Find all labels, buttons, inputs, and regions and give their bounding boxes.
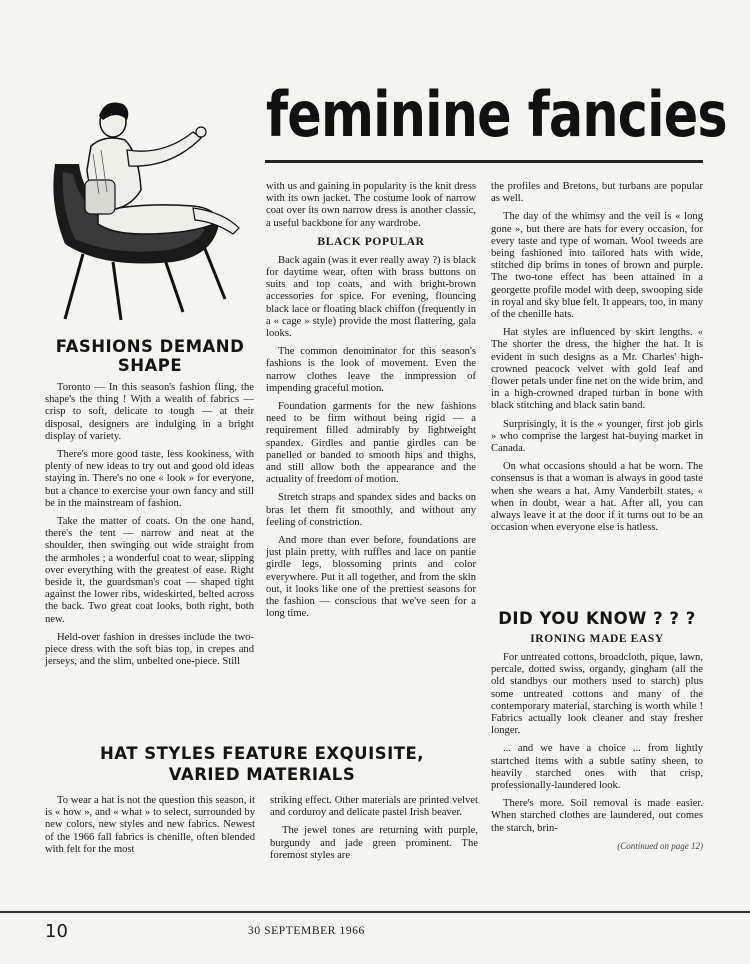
hats-paragraph: striking effect. Other materials are printed velvet and corduroy and delicate pastel Irish beaver.: [270, 795, 478, 819]
right-paragraph: The day of the whimsy and the veil is « long gone », but there are hats for every occasion, for every taste and type of woman. Wool tweeds are being fashioned into tailored hats with wide, stitched dip brims in tones of brown and purple. The two-tone effect has been attained in a georgette profile model with deep, swooping side in royal and sky blue felt. It appears, too, in many of the chenille hats.: [491, 211, 703, 321]
hats-paragraph: The jewel tones are returning with purple, burgundy and jade green prominent. The foremost styles are: [270, 825, 478, 861]
middle-paragraph: The common denominator for this season's fashions is the look of movement. Even the narrow clothes leave the inmpression of impending graceful motion.: [266, 346, 476, 394]
hats-title: [58, 743, 466, 785]
hats-column-right: [270, 795, 478, 868]
fashions-paragraph: Held-over fashion in dresses include the two-piece dress with the soft bias top, in crepes and jerseys, and the slim, unbelted one-piece. Still: [45, 631, 254, 668]
footer-rule: [0, 911, 750, 913]
woman-illustration: [43, 94, 253, 324]
masthead-title: feminine fancies: [266, 78, 727, 151]
middle-paragraph: Stretch straps and spandex sides and backs on bras let them fit smoothly, and without any feeling of constriction.: [266, 492, 476, 528]
fashions-title-line1: FASHIONS DEMAND: [55, 337, 245, 356]
continued-note: (Continued on page 12): [617, 840, 703, 851]
right-paragraph: the profiles and Bretons, but turbans are popular as well.: [491, 181, 703, 205]
hats-column-left: [45, 795, 255, 862]
middle-paragraph: with us and gaining in popularity is the knit dress with its own jacket. The costume look of narrow coat over its own narrow dress is another classic, a useful backbone for any wardrobe.: [266, 181, 476, 229]
right-paragraph: On what occasions should a hat be worn. The consensus is that a woman is always in good taste when she wears a hat. Amy Vanderbilt states, « when in doubt, wear a hat. After all, you can always leave it at the door if it turns out to be an occasion when everyone else is hatless.: [491, 461, 703, 534]
did-you-know-title: DID YOU KNOW ? ? ?: [498, 609, 696, 628]
right-paragraph: Hat styles are influenced by skirt lengths. « The shorter the dress, the higher the hat. It is evident in such designs as a Mr. Charles' high-crowned peacock velvet with gold leaf and flower petals under fine net on the wide brim, and in a high-crowned draped turban in bone with black stitching and black satin band.: [491, 327, 703, 412]
fashions-paragraph: Toronto — In this season's fashion fling, the shape's the thing ! With a wealth of fabrics — crisp to soft, delicate to tough — at their disposal, designers are indulging in a bright display of variety.: [45, 382, 254, 442]
ironing-subhead: IRONING MADE EASY: [530, 633, 664, 645]
right-paragraph: Surprisingly, it is the « younger, first job girls » who comprise the largest hat-buying market in Canada.: [491, 418, 703, 455]
fashions-title: [45, 337, 255, 375]
fashions-title-line2: SHAPE: [117, 356, 183, 375]
middle-paragraph: Back again (was it ever really away ?) is black for daytime wear, often with brass buttons on suits and top coats, and with bright-brown accessories for spice. For evening, flouncing black lace or floating black chiffon (frequently in a « cage » style) provide the most flattering, gala looks.: [266, 254, 476, 340]
hats-title-line2: VARIED MATERIALS: [168, 765, 356, 784]
ironing-paragraph: For untreated cottons, broadcloth, pique, lawn, percale, dotted swiss, organdy, gingham (all the old standbys our mothers used to starch) plus some untreated cottons and many of the contemporary material, starching is worth while ! Fabrics actually look cleaner and stay fresher longer.: [491, 652, 703, 737]
middle-paragraph: Foundation garments for the new fashions need to be firm without being rigid — a requirement filled admirably by lightweight spandex. Girdles and pantie girdles can be panelled or banded to smooth hips and thighs, and still allow both the appearance and the actuality of freedom of motion.: [266, 401, 476, 486]
right-column: [491, 181, 703, 540]
issue-date: 30 SEPTEMBER 1966: [248, 925, 365, 937]
ironing-paragraph: There's more. Soil removal is made easier. When starched clothes are laundered, out comes the starch, brin-: [491, 798, 703, 834]
hats-paragraph: To wear a hat is not the question this season, it is « how », and « what » to select, surrounded by new colors, new styles and new fabrics. Newest of the 1966 fall fabrics is chenille, often blended with felt for the most: [45, 795, 255, 855]
middle-column: [266, 181, 476, 627]
black-popular-subhead: BLACK POPULAR: [317, 235, 425, 248]
fashions-paragraph: There's more good taste, less kookiness, with plenty of new ideas to try out and good old ideas staying in. There's no one « look » for everyone, but a chance to exercise your own fancy and still be in the mainstream of fashion.: [45, 449, 254, 509]
ironing-paragraph: ... and we have a choice ... from lightly startched items with a subtle satiny sheen, to heavily starched ones with that crisp, professionally-laundered look.: [491, 743, 703, 792]
middle-paragraph: And more than ever before, foundations are just plain pretty, with ruffles and lace on pantie girdle legs, blossoming prints and color everywhere. Put it all together, and from the skin out, it looks like one of the prettiest seasons for the fashion — conscious that we've seen for a long time.: [266, 535, 476, 620]
did-you-know-column: [491, 633, 703, 851]
fashions-paragraph: Take the matter of coats. On the one hand, there's the tent — narrow and neat at the shoulder, then swinging out wide straight from the armholes ; a wonderful coat to wear, slipping over everything with the greatest of ease. Right beside it, the guardsman's coat — shaped tight against the lower ribs, wideskirted, belted across the back. Two great coat looks, both right, both new.: [45, 516, 254, 625]
fashions-column: [45, 382, 254, 674]
masthead-rule: [265, 160, 703, 163]
page-number: 10: [45, 921, 68, 942]
hats-title-line1: HAT STYLES FEATURE EXQUISITE,: [99, 744, 425, 763]
